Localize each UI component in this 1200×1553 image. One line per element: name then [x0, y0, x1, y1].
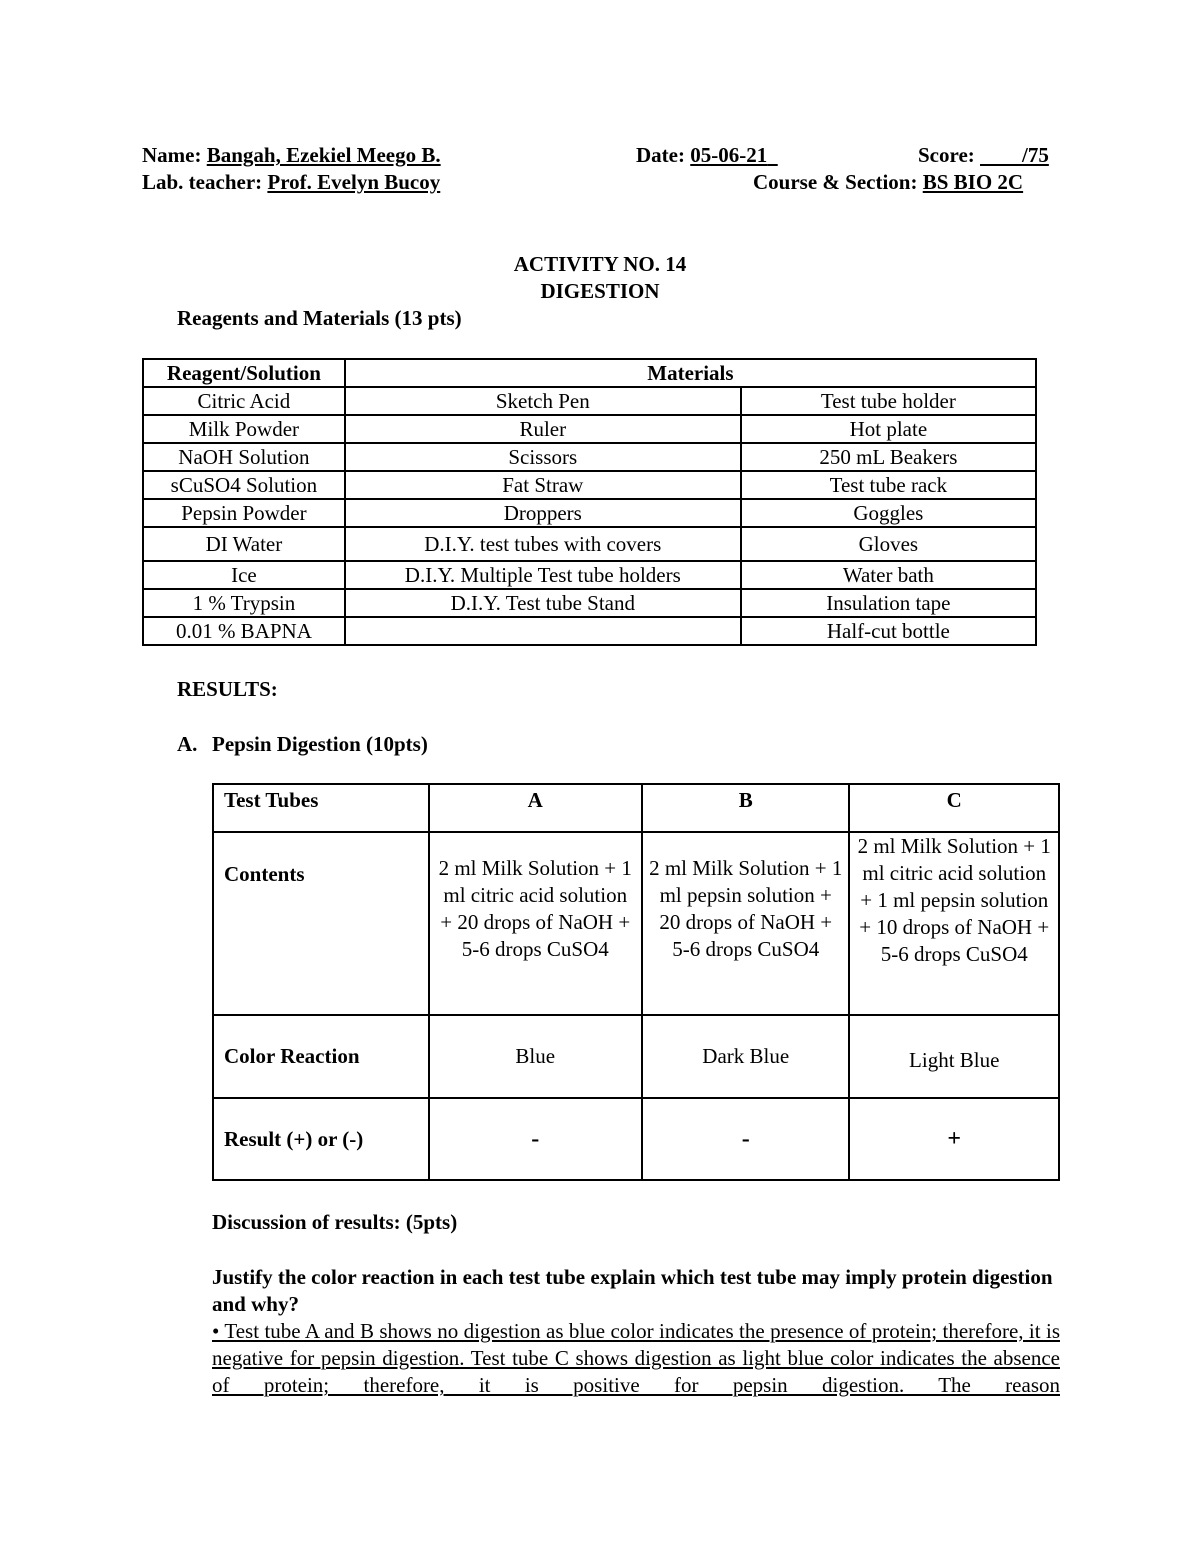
date-value: 05-06-21 [690, 143, 768, 167]
course-line [753, 170, 1023, 195]
color-reaction-label: Color Reaction [213, 1015, 429, 1098]
teacher-label: Lab. teacher: [142, 170, 263, 194]
material-cell-1: Droppers [345, 499, 741, 527]
teacher-value: Prof. Evelyn Bucoy [267, 170, 441, 194]
result-c: + [849, 1098, 1059, 1180]
material-cell-1: Scissors [345, 443, 741, 471]
materials-row [143, 387, 1036, 415]
materials-header-row [143, 359, 1036, 387]
result-a: - [429, 1098, 642, 1180]
material-cell-1 [345, 617, 741, 645]
materials-header-materials: Materials [345, 359, 1036, 387]
material-cell-2: 250 mL Beakers [741, 443, 1036, 471]
pepsin-header-c: C [849, 784, 1059, 832]
material-cell-1: D.I.Y. Test tube Stand [345, 589, 741, 617]
reagent-cell: Milk Powder [143, 415, 345, 443]
reagent-cell: 1 % Trypsin [143, 589, 345, 617]
discussion-answer: • Test tube A and B shows no digestion as blue color indicates the presence of protein; therefore, it is negative for pepsin digestion. Test tube C shows digestion as light blue color indicates the absence of protein; therefore, it is positive for pepsin digestion. The reason [212, 1319, 1060, 1397]
pepsin-contents-row [213, 832, 1059, 1015]
pepsin-table [212, 783, 1060, 1181]
material-cell-2: Test tube holder [741, 387, 1036, 415]
date-label: Date: [636, 143, 685, 167]
materials-row [143, 415, 1036, 443]
materials-header-reagent: Reagent/Solution [143, 359, 345, 387]
results-title: RESULTS: [177, 677, 278, 701]
material-cell-2: Insulation tape [741, 589, 1036, 617]
material-cell-1: Ruler [345, 415, 741, 443]
reagent-cell: Citric Acid [143, 387, 345, 415]
material-cell-1: D.I.Y. Multiple Test tube holders [345, 561, 741, 589]
discussion-question: Justify the color reaction in each test tube explain which test tube may imply protein digestion and why? [212, 1265, 1053, 1316]
material-cell-2: Goggles [741, 499, 1036, 527]
materials-row [143, 471, 1036, 499]
materials-row [143, 499, 1036, 527]
pepsin-color-row [213, 1015, 1059, 1098]
color-c: Light Blue [849, 1015, 1059, 1098]
materials-row [143, 527, 1036, 561]
pepsin-header-test-tubes: Test Tubes [213, 784, 429, 832]
contents-label: Contents [213, 832, 429, 1015]
date-line [636, 143, 778, 168]
pepsin-result-row [213, 1098, 1059, 1180]
material-cell-1: D.I.Y. test tubes with covers [345, 527, 741, 561]
material-cell-2: Water bath [741, 561, 1036, 589]
materials-row [143, 589, 1036, 617]
material-cell-1: Sketch Pen [345, 387, 741, 415]
pepsin-header-row [213, 784, 1059, 832]
reagent-cell: NaOH Solution [143, 443, 345, 471]
score-label: Score: [918, 143, 975, 167]
result-label: Result (+) or (-) [213, 1098, 429, 1180]
materials-row [143, 443, 1036, 471]
pepsin-header-a: A [429, 784, 642, 832]
reagent-cell: DI Water [143, 527, 345, 561]
material-cell-2: Hot plate [741, 415, 1036, 443]
name-value: Bangah, Ezekiel Meego B. [206, 143, 441, 167]
material-cell-2: Half-cut bottle [741, 617, 1036, 645]
teacher-line [142, 170, 440, 195]
reagent-cell: 0.01 % BAPNA [143, 617, 345, 645]
activity-subtitle: DIGESTION [540, 279, 660, 303]
activity-title: ACTIVITY NO. 14 [513, 252, 687, 276]
contents-a: 2 ml Milk Solution + 1 ml citric acid solution + 20 drops of NaOH + 5-6 drops CuSO4 [429, 832, 642, 1015]
pepsin-section-title: Pepsin Digestion (10pts) [212, 732, 428, 756]
color-b: Dark Blue [642, 1015, 850, 1098]
material-cell-2: Test tube rack [741, 471, 1036, 499]
result-b: - [642, 1098, 850, 1180]
pepsin-section-letter: A. [177, 732, 198, 756]
course-value: BS BIO 2C [922, 170, 1024, 194]
materials-row [143, 561, 1036, 589]
contents-c: 2 ml Milk Solution + 1 ml citric acid solution + 1 ml pepsin solution + 10 drops of NaOH + 5-6 drops CuSO4 [849, 832, 1059, 1015]
contents-b: 2 ml Milk Solution + 1 ml pepsin solution + 20 drops of NaOH + 5-6 drops CuSO4 [642, 832, 850, 1015]
materials-table [142, 358, 1037, 646]
reagent-cell: sCuSO4 Solution [143, 471, 345, 499]
materials-row [143, 617, 1036, 645]
color-a: Blue [429, 1015, 642, 1098]
name-line [142, 143, 441, 168]
discussion-title: Discussion of results: (5pts) [212, 1210, 458, 1234]
course-label: Course & Section: [753, 170, 918, 194]
material-cell-2: Gloves [741, 527, 1036, 561]
reagent-cell: Pepsin Powder [143, 499, 345, 527]
name-label: Name: [142, 143, 202, 167]
pepsin-header-b: B [642, 784, 850, 832]
materials-section-title: Reagents and Materials (13 pts) [177, 306, 462, 330]
score-value: /75 [1022, 143, 1049, 167]
reagent-cell: Ice [143, 561, 345, 589]
score-line [918, 143, 1049, 168]
material-cell-1: Fat Straw [345, 471, 741, 499]
